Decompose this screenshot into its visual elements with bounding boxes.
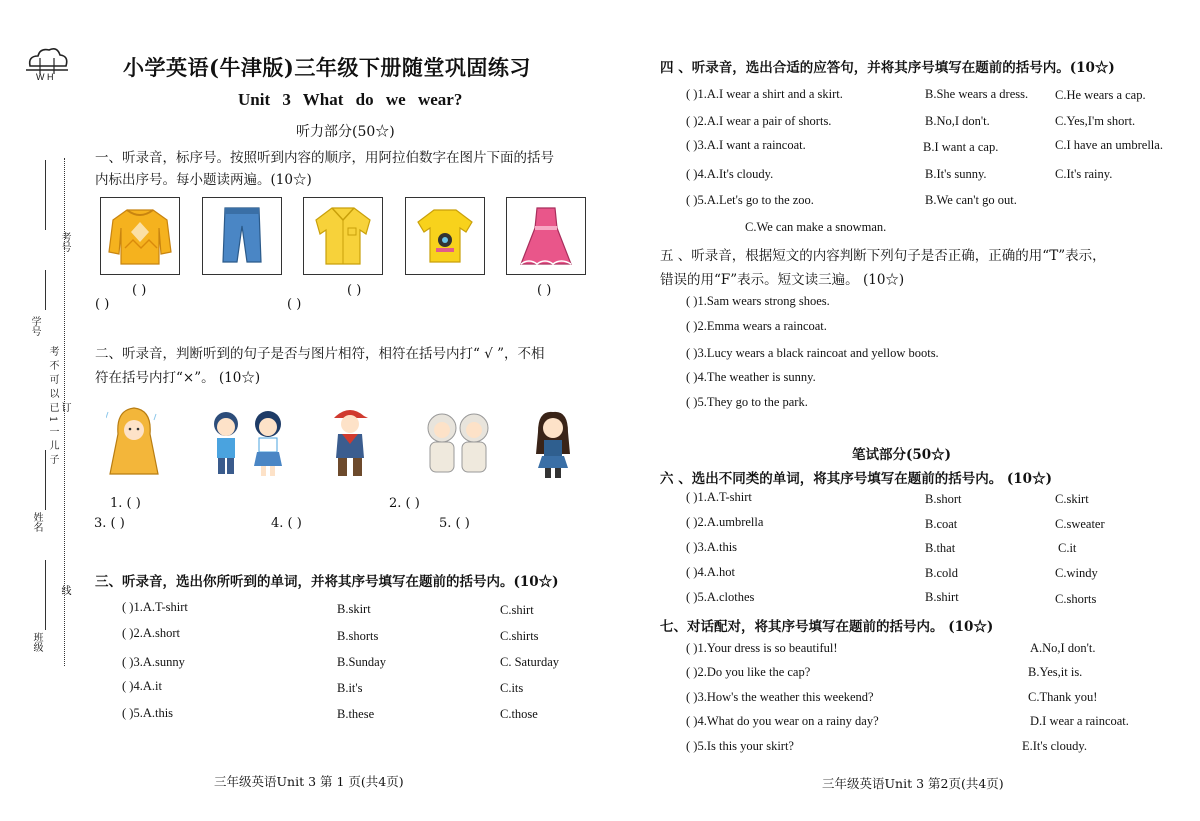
school-logo xyxy=(24,44,70,84)
s6-q4-b: B.cold xyxy=(925,566,958,580)
name-label: 姓名 xyxy=(31,512,42,532)
section7-heading: 七、对话配对，将其序号填写在题前的括号内。 (10☆) xyxy=(660,619,994,635)
s7-q2[interactable]: ( )2.Do you like the cap? xyxy=(686,665,811,679)
s3-q3-b: B.Sunday xyxy=(337,655,386,669)
s3-q2-c: C.shirts xyxy=(500,629,539,643)
s5-q4[interactable]: ( )4.The weather is sunny. xyxy=(686,370,816,384)
raincoat-girl-picture xyxy=(106,404,162,482)
s4-q3[interactable]: ( )3.A.I want a raincoat. xyxy=(686,138,806,152)
s5-q2[interactable]: ( )2.Emma wears a raincoat. xyxy=(686,319,827,333)
s6-q5[interactable]: ( )5.A.clothes xyxy=(686,590,755,604)
picture1-paren[interactable]: ( ) xyxy=(132,283,147,298)
s6-q4[interactable]: ( )4.A.hot xyxy=(686,565,735,579)
s7-q3-answer: C.Thank you! xyxy=(1028,690,1098,704)
section4-heading: 四 、听录音，选出合适的应答句，并将其序号填写在题前的括号内。(10☆) xyxy=(660,60,1115,76)
s4-q2-c: C.Yes,I'm short. xyxy=(1055,114,1136,128)
s6-q5-c: C.shorts xyxy=(1055,592,1097,606)
s7-q2-answer: B.Yes,it is. xyxy=(1028,665,1083,679)
s2-question3[interactable]: 3. ( ) xyxy=(94,516,125,531)
page1-footer: 三年级英语Unit 3 第 1 页(共4页) xyxy=(214,774,404,789)
s2-question5[interactable]: 5. ( ) xyxy=(439,516,470,531)
logo-letters: W H xyxy=(36,72,54,82)
s4-q3-c: C.I have an umbrella. xyxy=(1055,138,1163,152)
s3-q1-c: C.shirt xyxy=(500,603,534,617)
exam-no-label: 考号 xyxy=(59,232,70,252)
s6-q2-b: B.coat xyxy=(925,517,958,531)
s2-question2[interactable]: 2. ( ) xyxy=(389,496,420,511)
s5-q3[interactable]: ( )3.Lucy wears a black raincoat and yellow boots. xyxy=(686,346,939,360)
dress-picture xyxy=(506,197,586,275)
s4-q5-c: C.We can make a snowman. xyxy=(745,220,887,234)
section1-instruction-line1: 一、听录音，标序号。按照听到内容的顺序，用阿拉伯数字在图片下面的括号 xyxy=(95,150,554,166)
s3-q1[interactable]: ( )1.A.T-shirt xyxy=(122,600,188,614)
s3-q1-b: B.skirt xyxy=(337,602,371,616)
pants-picture xyxy=(202,197,282,275)
s3-q5-b: B.these xyxy=(337,707,375,721)
binding-line-mark: 订 xyxy=(59,402,70,412)
picture2-paren[interactable]: ( ) xyxy=(95,297,110,312)
s6-q3-b: B.that xyxy=(925,541,956,555)
s4-q4-b: B.It's sunny. xyxy=(925,167,987,181)
s4-q3-b: B.I want a cap. xyxy=(923,140,999,154)
section5-instruction-line2: 错误的用“F”表示。短文读三遍。 (10☆) xyxy=(660,272,905,288)
student-no-underline xyxy=(45,270,46,310)
s5-q1[interactable]: ( )1.Sam wears strong shoes. xyxy=(686,294,830,308)
girl-in-uniform-picture xyxy=(528,408,578,482)
section1-instruction-line2: 内标出序号。每小题读两遍。(10☆) xyxy=(95,172,312,188)
s3-q4[interactable]: ( )4.A.it xyxy=(122,679,162,693)
s6-q3-c: C.it xyxy=(1058,541,1077,555)
s6-q1[interactable]: ( )1.A.T-shirt xyxy=(686,490,752,504)
s4-q1-b: B.She wears a dress. xyxy=(925,87,1029,101)
class-label: 班级 xyxy=(31,632,42,652)
s4-q1-c: C.He wears a cap. xyxy=(1055,88,1146,102)
s7-q5[interactable]: ( )5.Is this your skirt? xyxy=(686,739,794,753)
page-title: 小学英语(牛津版)三年级下册随堂巩固练习 xyxy=(123,55,531,80)
section3-heading: 三、听录音，选出你所听到的单词，并将其序号填写在题前的括号内。(10☆) xyxy=(95,574,559,590)
s6-q2[interactable]: ( )2.A.umbrella xyxy=(686,515,764,529)
tshirt-picture xyxy=(405,197,485,275)
student-no-label: 学号 xyxy=(29,316,40,336)
s7-q3[interactable]: ( )3.How's the weather this weekend? xyxy=(686,690,874,704)
picture5-paren[interactable]: ( ) xyxy=(537,283,552,298)
sweater-picture xyxy=(100,197,180,275)
written-part-title: 笔试部分(50☆) xyxy=(852,447,952,463)
shirt-picture xyxy=(303,197,383,275)
s3-q2[interactable]: ( )2.A.short xyxy=(122,626,180,640)
s7-q1[interactable]: ( )1.Your dress is so beautiful! xyxy=(686,641,838,655)
s4-q4-c: C.It's rainy. xyxy=(1055,167,1113,181)
section2-instruction-line1: 二、听录音，判断听到的句子是否与图片相符，相符在括号内打“ √ ”，不相 xyxy=(95,346,545,362)
class-underline xyxy=(45,560,46,630)
s3-q2-b: B.shorts xyxy=(337,629,379,643)
name-underline xyxy=(45,450,46,510)
s4-q5[interactable]: ( )5.A.Let's go to the zoo. xyxy=(686,193,814,207)
s2-question4[interactable]: 4. ( ) xyxy=(271,516,302,531)
s3-q4-c: C.its xyxy=(500,681,524,695)
s7-q5-answer: E.It's cloudy. xyxy=(1022,739,1087,753)
binding-note: 考不可以已1一儿子 xyxy=(47,346,58,469)
s3-q5[interactable]: ( )5.A.this xyxy=(122,706,174,720)
s7-q4-answer: D.I wear a raincoat. xyxy=(1030,714,1129,728)
s4-q4[interactable]: ( )4.A.It's cloudy. xyxy=(686,167,774,181)
picture4-paren[interactable]: ( ) xyxy=(347,283,362,298)
s6-q4-c: C.windy xyxy=(1055,566,1098,580)
s5-q5[interactable]: ( )5.They go to the park. xyxy=(686,395,808,409)
section2-instruction-line2: 符在括号内打“×”。 (10☆) xyxy=(95,370,261,386)
page2-footer: 三年级英语Unit 3 第2页(共4页) xyxy=(822,776,1004,791)
section5-instruction-line1: 五 、听录音，根据短文的内容判断下列句子是否正确，正确的用“T”表示， xyxy=(660,248,1106,264)
section6-heading: 六 、选出不同类的单词，将其序号填写在题前的括号内。 (10☆) xyxy=(660,471,1052,487)
s7-q4[interactable]: ( )4.What do you wear on a rainy day? xyxy=(686,714,879,728)
s6-q1-c: C.skirt xyxy=(1055,492,1089,506)
s3-q5-c: C.those xyxy=(500,707,538,721)
exam-no-underline xyxy=(45,160,46,230)
listening-part-title: 听力部分(50☆) xyxy=(296,124,395,140)
s6-q1-b: B.short xyxy=(925,492,962,506)
s4-q1[interactable]: ( )1.A.I wear a shirt and a skirt. xyxy=(686,87,843,101)
s3-q4-b: B.it's xyxy=(337,681,363,695)
boy-and-girl-picture xyxy=(204,408,290,480)
seal-line-mark: 线 xyxy=(59,585,70,595)
s6-q2-c: C.sweater xyxy=(1055,517,1105,531)
picture3-paren[interactable]: ( ) xyxy=(287,297,302,312)
s4-q2[interactable]: ( )2.A.I wear a pair of shorts. xyxy=(686,114,832,128)
unit-title: Unit 3 What do we wear? xyxy=(238,90,463,109)
s6-q5-b: B.shirt xyxy=(925,590,959,604)
kids-in-snowsuits-picture xyxy=(424,410,492,480)
s4-q5-b: B.We can't go out. xyxy=(925,193,1017,207)
s3-q3[interactable]: ( )3.A.sunny xyxy=(122,655,185,669)
boy-with-cap-picture xyxy=(322,404,378,482)
s3-q3-c: C. Saturday xyxy=(500,655,560,669)
s7-q1-answer: A.No,I don't. xyxy=(1030,641,1096,655)
s2-question1[interactable]: 1. ( ) xyxy=(110,496,141,511)
s4-q2-b: B.No,I don't. xyxy=(925,114,990,128)
s6-q3[interactable]: ( )3.A.this xyxy=(686,540,738,554)
